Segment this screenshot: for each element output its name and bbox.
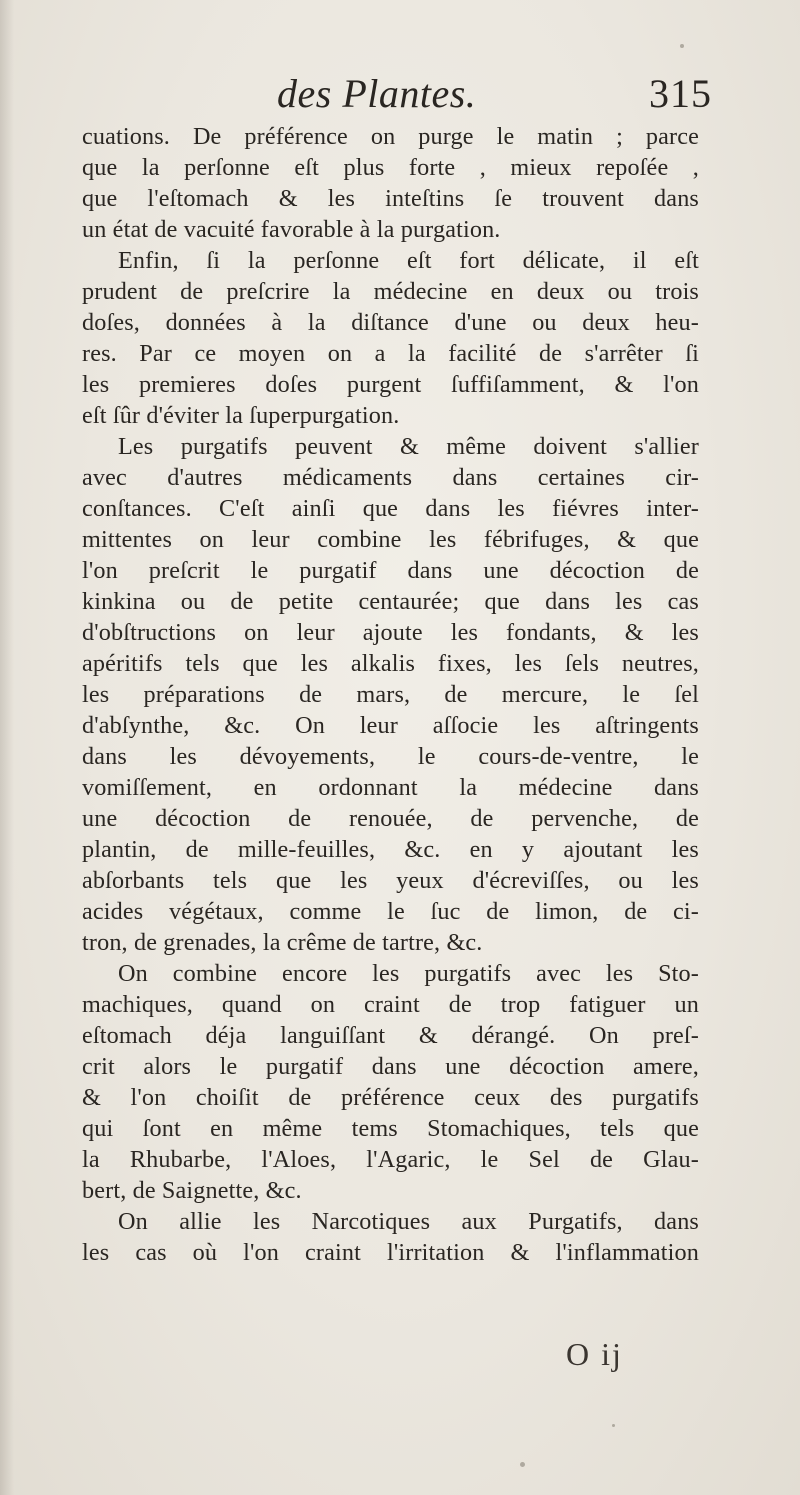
text-line: que l'eſtomach & les inteſtins ſe trouvent dans (82, 185, 699, 212)
text-line: res. Par ce moyen on a la facilité de s'arrêter ſi (82, 340, 699, 367)
paper-speck (680, 44, 684, 48)
running-head-title: des Plantes. (277, 71, 477, 116)
text-line: les cas où l'on craint l'irritation & l'inflammation (82, 1239, 699, 1266)
text-line: les préparations de mars, de mercure, le ſel (82, 681, 699, 708)
paper-speck (520, 1462, 525, 1467)
text-line: prudent de preſcrire la médecine en deux ou trois (82, 278, 699, 305)
text-line: On allie les Narcotiques aux Purgatifs, dans (118, 1208, 699, 1235)
running-head (82, 70, 712, 126)
text-line: la Rhubarbe, l'Aloes, l'Agaric, le Sel de Glau- (82, 1146, 699, 1173)
text-line: que la perſonne eſt plus forte , mieux repoſée , (82, 154, 699, 181)
text-line: bert, de Saignette, &c. (82, 1177, 302, 1204)
page-number: 315 (649, 71, 712, 116)
text-line: cuations. De préférence on purge le matin ; parce (82, 123, 699, 150)
text-line: qui ſont en même tems Stomachiques, tels que (82, 1115, 699, 1142)
text-line: dans les dévoyements, le cours-de-ventre, le (82, 743, 699, 770)
text-line: une décoction de renouée, de pervenche, de (82, 805, 699, 832)
text-line: Enfin, ſi la perſonne eſt fort délicate, il eſt (118, 247, 699, 274)
text-line: abſorbants tels que les yeux d'écreviſſes, ou les (82, 867, 699, 894)
text-line: avec d'autres médicaments dans certaines cir- (82, 464, 699, 491)
text-line: d'abſynthe, &c. On leur aſſocie les aſtringents (82, 712, 699, 739)
text-line: Les purgatifs peuvent & même doivent s'allier (118, 433, 699, 460)
text-line: acides végétaux, comme le ſuc de limon, de ci- (82, 898, 699, 925)
text-line: kinkina ou de petite centaurée; que dans les cas (82, 588, 699, 615)
text-line: d'obſtructions on leur ajoute les fondants, & les (82, 619, 699, 646)
text-line: conſtances. C'eſt ainſi que dans les fiévres inter- (82, 495, 699, 522)
text-line: apéritifs tels que les alkalis fixes, les ſels neutres, (82, 650, 699, 677)
text-line: tron, de grenades, la crême de tartre, &c. (82, 929, 483, 956)
text-line: eſtomach déja languiſſant & dérangé. On preſ- (82, 1022, 699, 1049)
text-line: mittentes on leur combine les fébrifuges, & que (82, 526, 699, 553)
text-line: les premieres doſes purgent ſuffiſamment, & l'on (82, 371, 699, 398)
gutter-shadow (0, 0, 14, 1495)
text-line: doſes, données à la diſtance d'une ou deux heu- (82, 309, 699, 336)
text-line: un état de vacuité favorable à la purgation. (82, 216, 501, 243)
text-line: vomiſſement, en ordonnant la médecine dans (82, 774, 699, 801)
text-line: eſt ſûr d'éviter la ſuperpurgation. (82, 402, 400, 429)
text-line: machiques, quand on craint de trop fatiguer un (82, 991, 699, 1018)
text-line: plantin, de mille-feuilles, &c. en y ajoutant les (82, 836, 699, 863)
paper-speck (612, 1424, 615, 1427)
text-line: & l'on choiſit de préférence ceux des purgatifs (82, 1084, 699, 1111)
text-line: l'on preſcrit le purgatif dans une décoction de (82, 557, 699, 584)
body-text (82, 121, 699, 1268)
text-line: On combine encore les purgatifs avec les Sto- (118, 960, 699, 987)
text-line: crit alors le purgatif dans une décoction amere, (82, 1053, 699, 1080)
signature-mark: O ij (566, 1336, 623, 1372)
